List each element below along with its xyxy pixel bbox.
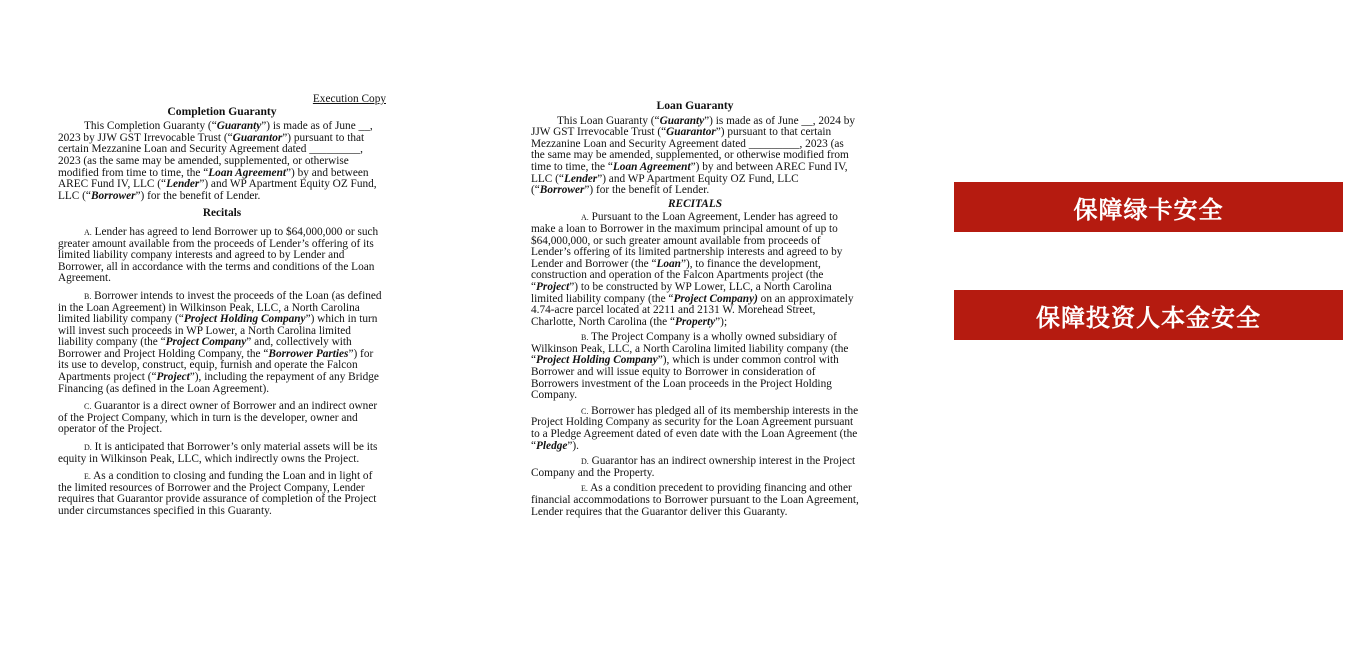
text-run: ”) for the benefit of Lender. bbox=[584, 184, 710, 197]
recital-letter: E. bbox=[84, 472, 91, 482]
loan-guaranty-document bbox=[531, 100, 859, 522]
text-run: Borrower intends to invest the proceeds of the Loan (as defined in the Loan Agreement) in Wilkinson Peak, LLC, a North Carolina limited liability company (“ bbox=[58, 289, 382, 326]
recital-a bbox=[58, 227, 386, 285]
text-run: ”) which in turn will invest such proceeds in WP Lower, a North Carolina limited liability company (the “ bbox=[58, 313, 378, 349]
recital-letter: A. bbox=[84, 227, 92, 237]
text-run: ”) for the benefit of Lender. bbox=[135, 189, 261, 202]
text-run: ”) and WP Apartment Equity OZ Fund, LLC (“ bbox=[58, 178, 377, 202]
text-run: ”) is made as of June __, 2023 by JJW GST Irrevocable Trust (“ bbox=[58, 120, 373, 144]
defined-term: Loan Agreement bbox=[208, 166, 286, 179]
text-run: ” and, collectively with Borrower and Project Holding Company, the “ bbox=[58, 336, 352, 360]
defined-term: Property bbox=[675, 315, 716, 328]
recital-c bbox=[58, 401, 386, 436]
recital-letter: C. bbox=[84, 402, 92, 412]
text-run: As a condition precedent to providing financing and other financial accommodations to Borrower pursuant to the Loan Agreement, Lender requires that the Guarantor deliver this Guaranty. bbox=[531, 482, 859, 518]
text-run: As a condition to closing and funding the Loan and in light of the limited resources of Borrower and the Project Company, Lender requires that Guarantor provide assurance of completion of the Project under circumstances specified in this Guaranty. bbox=[58, 470, 377, 517]
recital-letter: B. bbox=[84, 291, 92, 301]
text-run: Borrower has pledged all of its membership interests in the Project Holding Company as security for the Loan Agreement pursuant to a Pledge Agreement dated of even date with the Loan Agreement (the “ bbox=[531, 404, 859, 452]
text-run: ”) by and between AREC Fund IV, LLC (“ bbox=[58, 166, 369, 191]
defined-term: Pledge bbox=[536, 439, 568, 452]
text-run: ”) by and between AREC Fund IV, LLC (“ bbox=[531, 160, 848, 185]
recitals-heading: RECITALS bbox=[668, 197, 722, 210]
text-run: ”); bbox=[715, 315, 728, 328]
green-card-safety-banner: 保障绿卡安全 bbox=[954, 182, 1343, 232]
recital-letter: D. bbox=[84, 443, 92, 453]
text-run: This Completion Guaranty (“ bbox=[84, 120, 217, 133]
defined-term: Borrower Parties bbox=[268, 347, 349, 360]
recital-letter: E. bbox=[581, 484, 588, 494]
text-run: ”), which is under common control with Borrower and will issue equity to Borrower in consideration of Borrowers investment of the Loan proceeds in the Project Holding Company. bbox=[531, 354, 839, 402]
text-run: ”) and WP Apartment Equity OZ Fund, LLC (“ bbox=[531, 172, 799, 197]
recital-c bbox=[531, 406, 859, 452]
text-run: Guarantor has an indirect ownership interest in the Project Company and the Property. bbox=[531, 455, 856, 479]
recital-e bbox=[531, 483, 859, 518]
text-run: Lender has agreed to lend Borrower up to $64,000,000 or such greater amount available from the proceeds of Lender’s offering of its limited liability company interests and agreed to by Lender and Borrower, all in accordance with the terms and conditions of the Loan Agreement. bbox=[58, 225, 379, 285]
text-run: ”). bbox=[567, 439, 579, 452]
defined-term: Loan bbox=[656, 257, 681, 270]
execution-copy-label: Execution Copy bbox=[312, 93, 386, 105]
recital-a bbox=[531, 212, 859, 328]
intro-paragraph bbox=[58, 121, 386, 202]
recital-letter: D. bbox=[581, 457, 589, 467]
defined-term: Project Company bbox=[165, 336, 247, 349]
document-title: Completion Guaranty bbox=[167, 104, 277, 118]
defined-term: Lender bbox=[563, 172, 598, 185]
defined-term: Project Holding Company bbox=[183, 313, 306, 326]
recital-letter: A. bbox=[581, 213, 589, 223]
text-run: It is anticipated that Borrower’s only material assets will be its equity in Wilkinson Peak, LLC, which indirectly owns the Project. bbox=[58, 441, 378, 465]
document-title: Loan Guaranty bbox=[656, 99, 734, 112]
defined-term: Project Company) bbox=[673, 292, 758, 305]
text-run: Guarantor is a direct owner of Borrower and an indirect owner of the Project Company, which in turn is the developer, owner and operator of the Project. bbox=[58, 400, 378, 436]
recitals-heading: Recitals bbox=[202, 207, 242, 220]
recital-letter: B. bbox=[581, 333, 589, 343]
recital-b bbox=[531, 332, 859, 402]
intro-paragraph bbox=[531, 116, 859, 197]
text-run: This Loan Guaranty (“ bbox=[557, 114, 660, 127]
text-run: ”), to finance the development, construction and operation of the Falcon Apartments project (the “ bbox=[531, 257, 824, 293]
recital-e bbox=[58, 471, 386, 517]
defined-term: Borrower bbox=[539, 184, 585, 197]
text-run: ”) pursuant to that certain Mezzanine Loan and Security Agreement dated _________, 2023 (as the same may be amended, supplemented, or otherwise modified from time to time, the “ bbox=[531, 126, 849, 173]
text-run: ”) is made as of June __, 2024 by JJW GST Irrevocable Trust (“ bbox=[531, 114, 856, 139]
text-run: ”) pursuant to that certain Mezzanine Loan and Security Agreement dated _________, 2023 (as the same may be amended, supplemented, or otherwise modified from time to time, the “ bbox=[58, 131, 365, 179]
text-run: ”), including the repayment of any Bridge Financing (as defined in the Loan Agreement). bbox=[58, 371, 379, 395]
defined-term: Borrower bbox=[90, 189, 136, 202]
recital-letter: C. bbox=[581, 406, 589, 416]
defined-term: Lender bbox=[166, 178, 200, 191]
defined-term: Loan Agreement bbox=[612, 160, 691, 173]
defined-term: Guaranty bbox=[659, 114, 705, 127]
recital-d bbox=[58, 442, 386, 465]
defined-term: Guarantor bbox=[666, 126, 716, 139]
text-run: Pursuant to the Loan Agreement, Lender has agreed to make a loan to Borrower in the maximum principal amount of up to $64,000,000, or such greater amount available from proceeds of Lender’s offering of its limited partnership interests and agreed to by Lender and Borrower (the “ bbox=[531, 211, 843, 270]
defined-term: Guarantor bbox=[232, 131, 283, 144]
defined-term: Project Holding Company bbox=[536, 354, 658, 367]
defined-term: Project bbox=[536, 280, 570, 293]
text-run: ”) for its use to develop, construct, equip, furnish and operate the Falcon Apartments project (“ bbox=[58, 347, 374, 384]
defined-term: Project bbox=[156, 371, 190, 384]
recital-b bbox=[58, 291, 386, 395]
completion-guaranty-document bbox=[58, 94, 386, 524]
recital-d bbox=[531, 456, 859, 479]
text-run: on an approximately 4.74-acre parcel located at 2211 and 2131 W. Morehead Street, Charlotte, North Carolina (the “ bbox=[531, 292, 854, 328]
text-run: ”) to be constructed by WP Lower, LLC, a North Carolina limited liability company (the “ bbox=[531, 280, 832, 305]
defined-term: Guaranty bbox=[216, 120, 262, 133]
investor-principal-safety-banner: 保障投资人本金安全 bbox=[954, 290, 1343, 340]
text-run: The Project Company is a wholly owned subsidiary of Wilkinson Peak, LLC, a North Carolina limited liability company (the “ bbox=[531, 331, 849, 367]
